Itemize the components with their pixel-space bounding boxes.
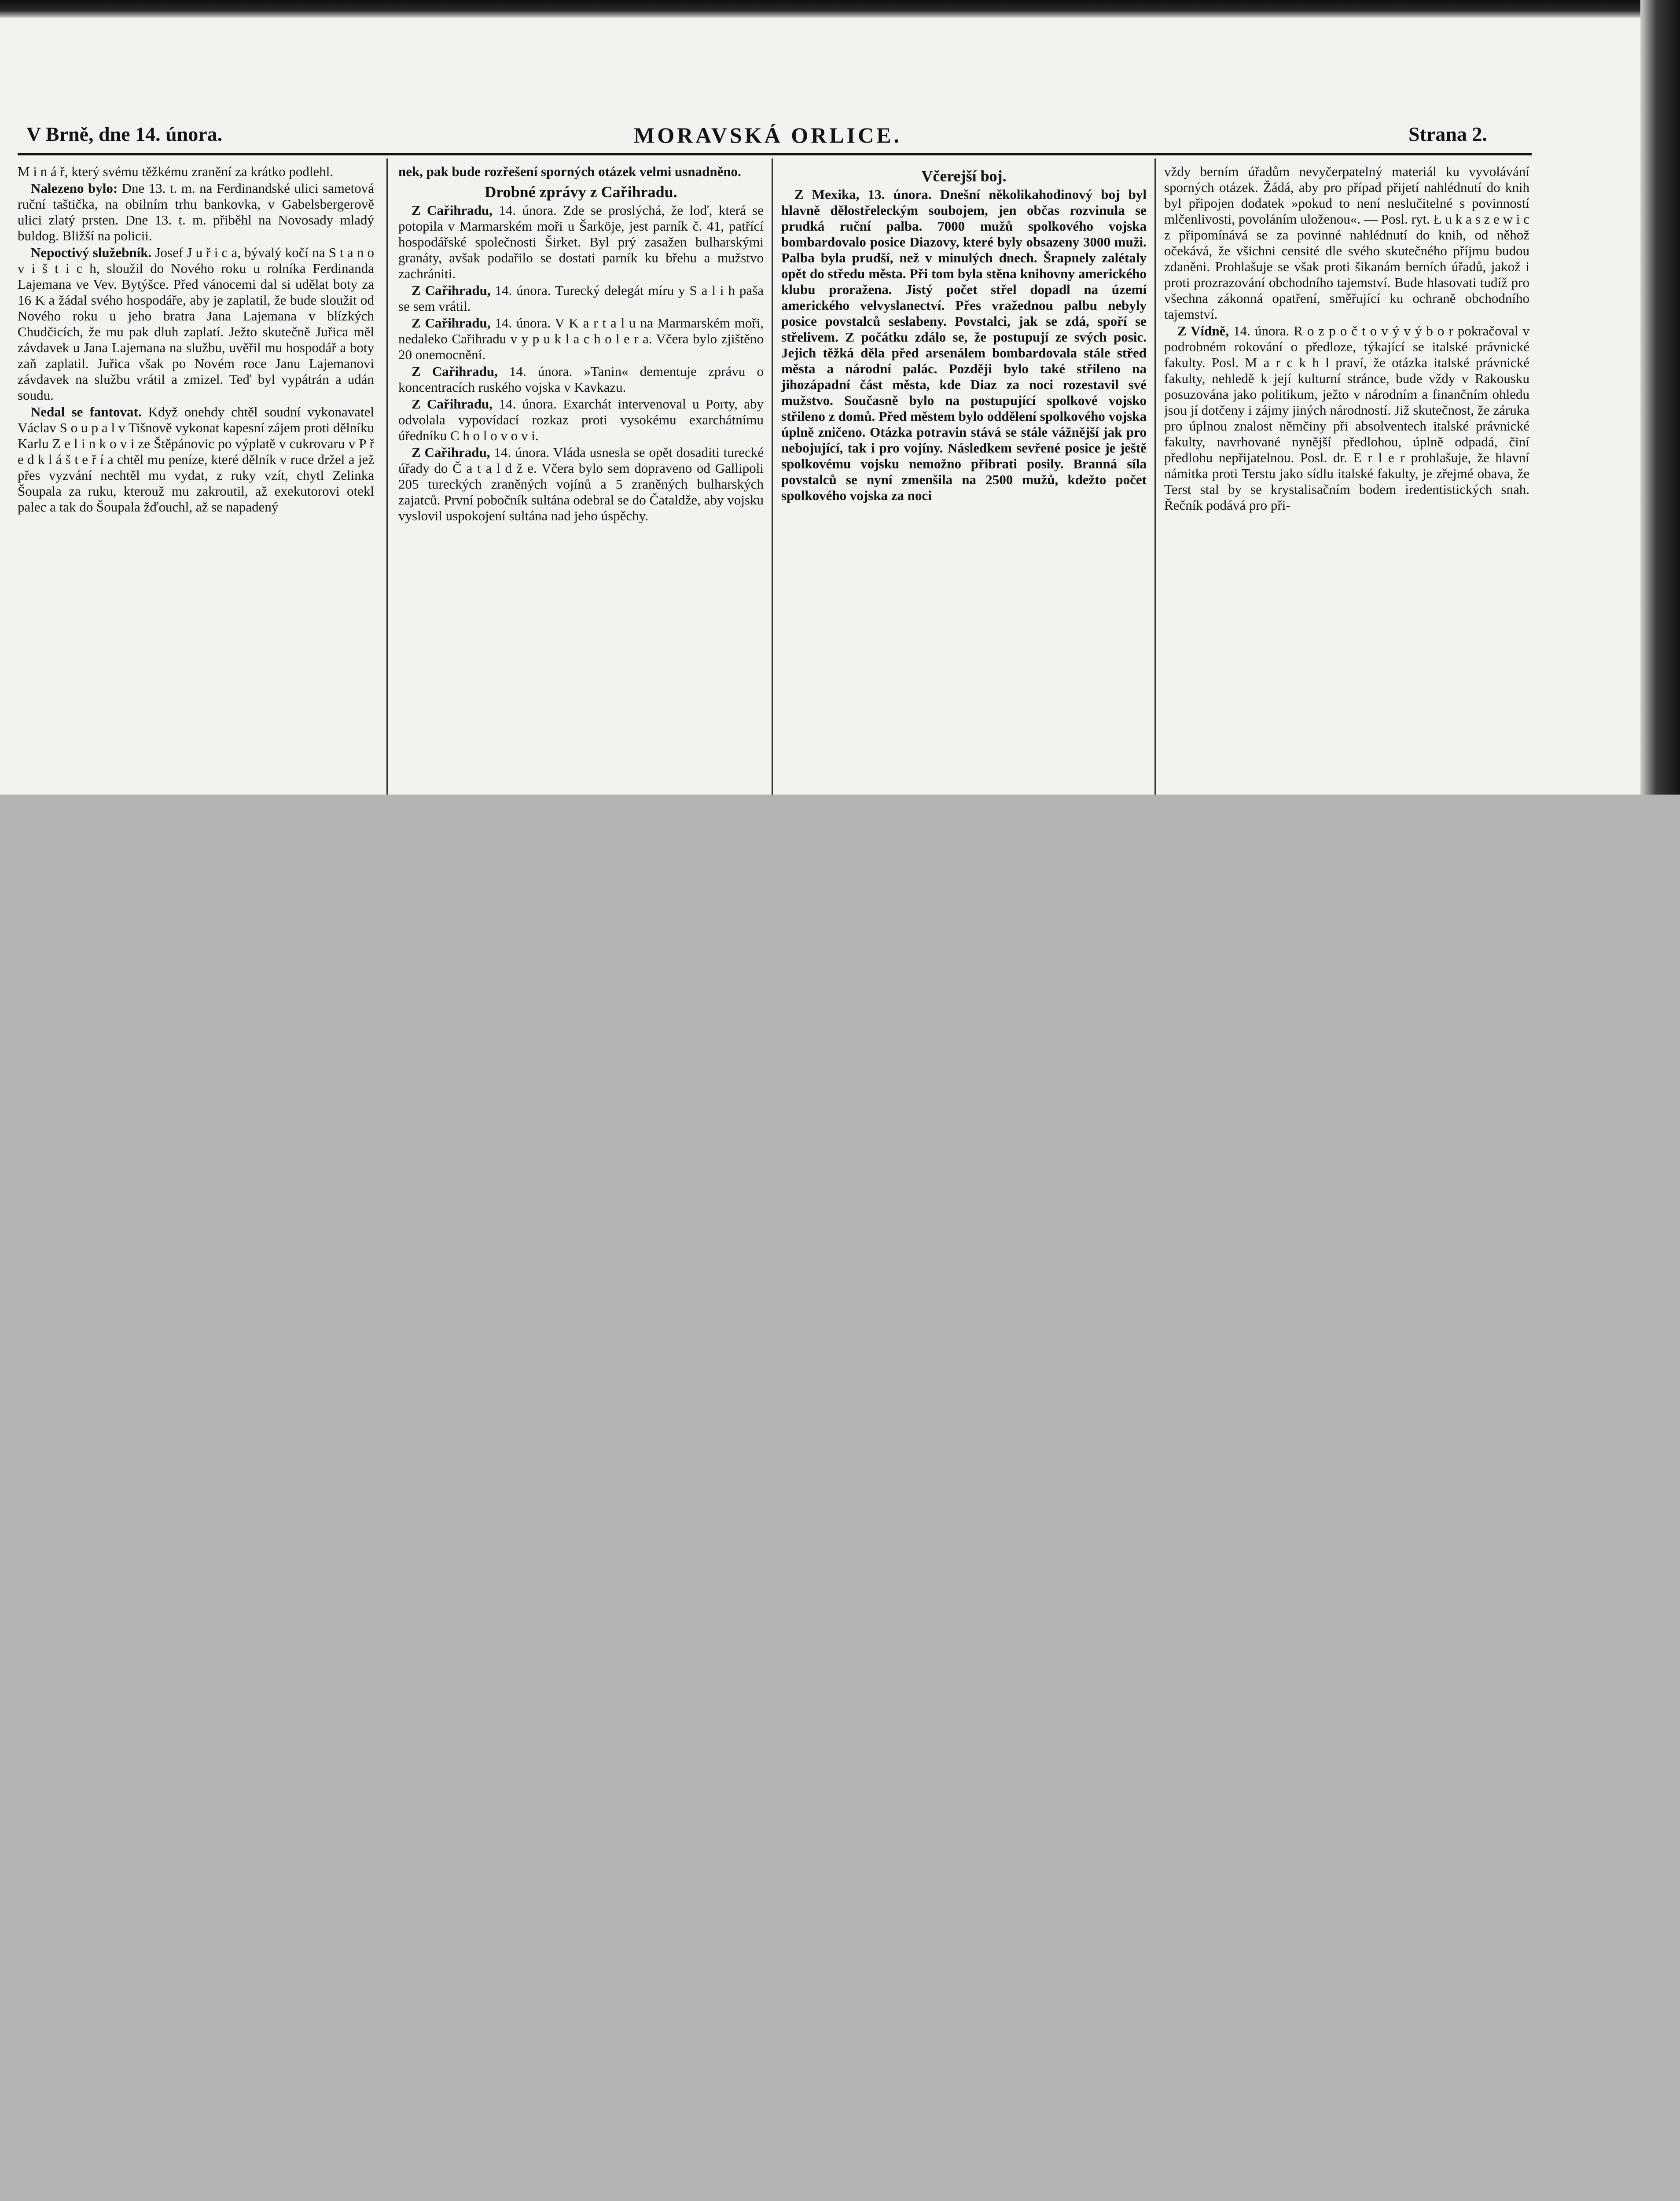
article-paragraph bbox=[398, 283, 764, 314]
paragraph-keyword: Z Cařihradu, bbox=[412, 396, 493, 412]
paragraph-text: Dne 13. t. m. na Ferdinandské ulici sametová ruční taštička, na obilním trhu bankovka, v Gabelsbergerově ulici zlatý prsten. Dne 13. t. m. přiběhl na Novosady mladý buldog. Bližší na policii. bbox=[18, 180, 374, 243]
column-divider bbox=[1154, 158, 1156, 795]
page-header bbox=[26, 122, 1523, 149]
article-paragraph bbox=[398, 445, 764, 524]
paragraph-text: 14. února. Zde se proslýchá, že loď, která se potopila v Marmarském moři u Šarköje, jest parník č. 41, patřící hospodářské společnosti Širket. Byl prý zasažen bulharskými granáty, avšak podařilo se dostati parník ku břehu a mužstvo zachrániti. bbox=[398, 202, 764, 281]
section-heading: Drobné zprávy z Cařihradu. bbox=[485, 183, 677, 201]
column-2 bbox=[398, 164, 764, 795]
section-heading: Včerejší boj. bbox=[921, 167, 1007, 185]
paragraph-text: Josef J u ř i c a, bývalý kočí na S t a n o v i š t i c h, sloužil do Nového roku u rolníka Ferdinanda Lajemana ve Vev. Bytýšce. Před vánocemi dal si udělat boty za 16 K a žádal svého hospodáře, aby je zaplatil, že bude sloužit od Nového roku u jeho bratra Jana Lajemana v blízkých Chudčicích, že mu pak dluh zaplatí. Ježto skutečně Juřica měl závdavek u Jana Lajemana na službu, uvěřil mu hospodář a boty zaň zaplatil. Juřica však po Novém roce Janu Lajemanovi závdavek na službu vrátil a zmizel. Teď byl vypátrán a udán soudu. bbox=[18, 245, 374, 403]
page-number: Strana 2. bbox=[1408, 123, 1487, 145]
article-paragraph bbox=[398, 364, 764, 395]
article-paragraph bbox=[781, 187, 1147, 504]
paragraph-text: 13. února. Dnešní několikahodinový boj byl hlavně dělostřeleckým soubojem, jen občas rozvinula se prudká ruční palba. 7000 mužů spolkového vojska bombardovalo posice Diazovy, které byly obsazeny 3000 muži. Palba byla prudší, než v minulých dnech. Šrapnely zalétaly opět do středu města. Při tom byla stěna knihovny amerického klubu proražena. Jistý počet střel dopadl na území amerického velvyslanectví. Přes vražednou palbu nebyly posice povstalců seslabeny. Povstalci, jak se zdá, spoří se střelivem. Z počátku zdálo se, že postupují ze svých posic. Jejich těžká děla před arsenálem bombardovala stále střed města a národní palác. Později bylo také střileno na jihozápadní část města, kde Diaz za noci rozestavil své mužstvo. Současně bylo na postupující spolkové vojsko střileno z domů. Před městem bylo oddělení spolkového vojska úplně zničeno. Otázka potravin stává se stále vážnější jak pro nebojující, tak i pro vojíny. Následkem sevřené posice je ještě spolkovému vojsku nemožno přibrati posily. Branná síla povstalců se nyní zmenšila na 2500 mužů, kdežto počet spolkového vojska za noci bbox=[781, 187, 1147, 503]
paragraph-keyword: Z Vídně, bbox=[1177, 323, 1229, 339]
paragraph-text: 14. února. Vláda usnesla se opět dosaditi turecké úřady do Č a t a l d ž e. Včera bylo sem dopraveno od Gallipoli 205 tureckých zraněných vojínů a 5 zraněných bulharských zajatců. První pobočník sultána odebral se do Čataldže, aby vojsku vyslovil uspokojení sultána nad jeho úspěchy. bbox=[398, 445, 764, 523]
article-paragraph bbox=[18, 245, 374, 403]
paragraph-text: vždy berním úřadům nevyčerpatelný materiál ku vyvolávání sporných otázek. Žádá, aby pro případ přijetí nahlédnutí do knih byl připojen dodatek »pokud to není neslučitelné s povinností mlčenlivosti, povoláním uloženou«. — Posl. ryt. Ł u k a s z e w i c z připomínává se za povinné nahlédnutí do knih, od něhož očekává, že všichni censité dle svého skutečného příjmu budou zdaněni. Prohlašuje se však proti šikanám berních úřadů, jakož i proti prozrazování obchodního tajemství. Bude hlasovati tudíž pro všechna zákonná opatření, směřující ku ochraně obchodního tajemství. bbox=[1164, 164, 1529, 322]
paragraph-keyword: Nepoctivý služebník. bbox=[31, 245, 152, 260]
scan-right-edge bbox=[1640, 0, 1680, 795]
newspaper-title: MORAVSKÁ ORLICE. bbox=[634, 123, 902, 147]
paragraph-text: 14. února. »Tanin« dementuje zprávu o koncentracích ruského vojska v Kavkazu. bbox=[398, 364, 764, 395]
lead-text: nek, pak bude rozřešení sporných otázek velmi usnadněno. bbox=[398, 164, 741, 179]
paragraph-keyword: Nedal se fantovat. bbox=[31, 404, 142, 420]
paragraph-text: 14. února. V K a r t a l u na Marmarském moři, nedaleko Cařihradu v y p u k l a c h o l e r a. Včera bylo zjištěno 20 onemocnění. bbox=[398, 315, 764, 362]
paragraph-keyword: Z Cařihradu, bbox=[412, 364, 498, 379]
paragraph-keyword: Z Cařihradu, bbox=[412, 283, 491, 298]
paragraph-keyword: Nalezeno bylo: bbox=[31, 180, 118, 196]
article-paragraph bbox=[1164, 164, 1529, 322]
article-paragraph bbox=[398, 315, 764, 363]
column-1 bbox=[18, 164, 374, 795]
article-paragraph bbox=[398, 202, 764, 282]
paragraph-text: 14. února. Turecký delegát míru y S a l i h paša se sem vrátil. bbox=[398, 283, 764, 314]
column-divider bbox=[386, 158, 388, 795]
article-paragraph bbox=[398, 396, 764, 444]
article-paragraph bbox=[18, 404, 374, 515]
paragraph-keyword: Z Cařihradu, bbox=[412, 315, 491, 331]
paragraph-text: 14. února. R o z p o č t o v ý v ý b o r pokračoval v podrobném rokování o předloze, týkající se italské právnické fakulty. Posl. M a r c k h l praví, že otázka italské právnické fakulty, nehledě k její kulturní stránce, bude vždy v Rakousku posuzována jako politikum, ježto v národním a finančním ohledu jsou jí dotčeny i zájmy jiných národností. Již skutečnost, že záruka pro úplnou znalost němčiny při absolventech italské právnické fakulty, navrhované nynější předlohou, úplně odpadá, činí předlohu nepřijatelnou. Posl. dr. E r l e r prohlašuje, že hlavní námitka proti Terstu jako sídlu italské fakulty, je zřejmé obava, že Terst stal by se krystalisačním bodem iredentistických snah. Řečník podává pro při- bbox=[1164, 323, 1529, 513]
paragraph-keyword: Z Cařihradu, bbox=[412, 202, 493, 218]
article-paragraph bbox=[18, 164, 374, 180]
paragraph-keyword: Z Cařihradu, bbox=[412, 445, 490, 460]
column-4 bbox=[1164, 164, 1529, 795]
article-paragraph bbox=[1164, 323, 1529, 513]
paragraph-text: 14. února. Exarchát intervenoval u Porty, aby odvolala vypovídací rozkaz proti vysokému exarchátnímu úředníku C h o l o v o v i. bbox=[398, 396, 764, 443]
scan-top-edge bbox=[0, 0, 1680, 18]
newspaper-page bbox=[0, 0, 1680, 795]
paragraph-keyword: Z Mexika, bbox=[794, 187, 860, 202]
paragraph-text: M i n á ř, který svému těžkému zranění za krátko podlehl. bbox=[18, 164, 334, 179]
column-divider bbox=[772, 158, 773, 795]
paragraph-text: Když onehdy chtěl soudní vykonavatel Václav S o u p a l v Tišnově vykonat kapesní zájem proti dělníku Karlu Z e l i n k o v i ze Štěpánovic po výplatě v cukrovaru v P ř e d k l á š t e ř í a chtěl mu peníze, které dělník v ruce držel a jež přes vyzvání nechtěl mu vydat, z ruky vzít, chytl Zelinka Šoupala za ruku, kterouž mu zakroutil, až exekutorovi otekl palec a tak do Šoupala žďouchl, až se napadený bbox=[18, 404, 374, 515]
article-paragraph bbox=[18, 180, 374, 244]
header-date: V Brně, dne 14. února. bbox=[26, 123, 223, 145]
column-3 bbox=[781, 164, 1147, 795]
header-rule bbox=[18, 153, 1532, 155]
